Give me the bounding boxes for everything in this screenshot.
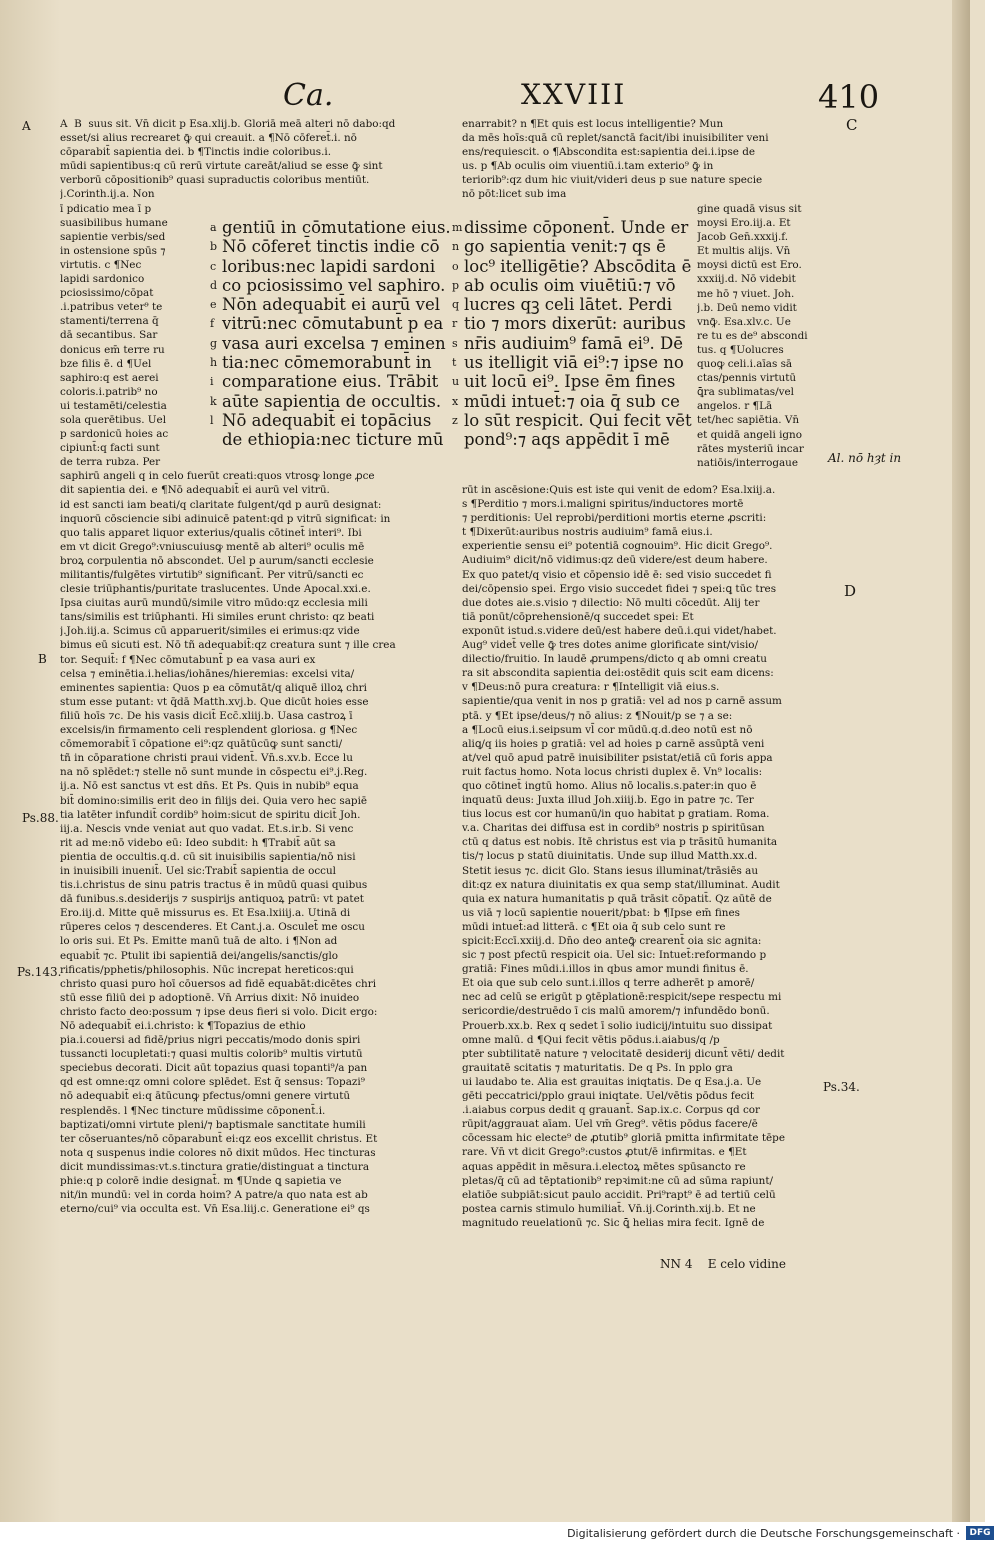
funding-credit: Digitalisierung gefördert durch die Deutsche Forschungsgemeinschaft ·	[567, 1527, 960, 1540]
margin-section-letter-a: A	[22, 119, 31, 133]
main-text-left-column: gentiū in cōmutatione eius. Nō cōferet̄ tinctis indie cō loribus:nec lapidi sardoni co pciosissimo vel saphiro. Nōn adequabit̄ ei aurū vel vitrū:nec cōmutabunt̄ p ea vasa auri excelsa ⁊ eminen tia:nec cōmemorabunt̄ in comparatione eius. Trābit aūte sapientia de occultis. Nō adequabit̄ ei topācius de ethiopia:nec ticture mū	[222, 218, 451, 450]
left-commentary-column: A B suus sit. Vn̄ dicit p Esa.xlij.b. Gloriā meā alteri nō dabo:qd esset/si alius recrearet ꝙ̄ qui creauit. a ¶Nō cōferet̄.i. nō cōparabit̄ sapientia dei. b ¶Tinctis indie coloribus.i. mūdi sapientibus:q cū rerū virtute careāt/aliud se esse ꝙ̄ sint verborū cōpositionib⁹ quasi supraductis coloribus mentiūt. j.Corinth.ij.a. Non ī pdicatio mea ī p suasibilibus humane sapientie verbis/sed in ostensione spūs ⁊ virtutis. c ¶Nec lapidi sardonico pciosissimo/cōpat .i.patribus veter⁹ te stamenti/terrena q̄ dā secantibus. Sar donicus em̄ terre ru bze filis ē. d ¶Uel saphiro:q est aerei coloris.i.patrib⁹ no ui testamēti/celestia sola querētibus. Uel p sardonicū hoies ac cipiunt̄:q facti sunt de terra rubza. Per saphirū angeli q in celo fuerūt creati:quos vtrosꝙ longe ꝓce dit sapientia dei. e ¶Nō adequabit̄ ei aurū vel vitrū. id est sancti iam beati/q claritate fulgent/qd p aurū designat: inquorū cōsciencie sibi adinuicē patent:qd p vitrū significat: in quo talis apparet liquor exterius/qualis cōtinet̄ interi⁹. Ibi em vt dicit Grego⁹:vniuscuiusꝙ mentē ab alteri⁹ oculis mē broꝝ corpulentia nō abscondet. Uel p aurum/sancti ecclesie militantis/fulgētes virtutib⁹ significant̄. Per vitrū/sancti ec clesie triūphantis/puritate traslucentes. Unde Apocal.xxi.e. Ipsa ciuitas aurū mundū/simile vitro mūdo:qz ecclesia mili tans/similis est triūphanti. Hi similes erunt christo: qz beati j.Joh.iij.a. Scimus cū apparuerit/similes ei erimus:qz vide bimus eū sicuti est. Nō tñ adequabit̄:qz creatura sunt ⁊ ille crea tor. Sequit̄: f ¶Nec cōmutabunt̄ p ea vasa auri ex celsa ⁊ eminētia.i.helias/iohānes/hieremias: excelsi vita/ eminentes sapientia: Quos p ea cōmutāt/q aliquē illoꝝ chri stum esse putant: vt q̄dā Matth.xvj.b. Que dicūt hoies esse filiū hoīs ⁊c. De his vasis dicit̄ Ecc̄.xliij.b. Uasa castroꝝ ī excelsis/in firmamento celi resplendent gloriosa. g ¶Nec cōmemorabit̄ ī cōpatione ei⁹:qz quātūcūꝙ sunt sancti/ tñ in cōparatione christi praui vident̄. Vn̄.s.xv.b. Ecce lu na nō splēdet:⁊ stelle nō sunt munde in cōspectu ei⁹.j.Reg. ij.a. Nō est sanctus vt est dn̄s. Et Ps. Quis in nubib⁹ equa bit̄ domino:similis erit deo in filijs dei. Quia vero hec sapiē tia latēter infundit̄ cordib⁹ hoim:sicut de spiritu dicit̄ Joh. iij.a. Nescis vnde veniat aut quo vadat. Et.s.ir.b. Si venc rit ad me:nō videbo eū: Ideo subdit: h ¶Trabit̄ aūt sa pientia de occultis.q.d. cū sit inuisibilis sapientia/nō nisi in inuisibili inuenit̄. Uel sic:Trabit̄ sapientia de occul tis.i.christus de sinu patris tractus ē in mūdū quasi quibus dā funibus.s.desiderijs ⁊ suspirijs antiquoꝝ patrū: vt patet Ero.iij.d. Mitte quē missurus es. Et Esa.lxiiij.a. Utinā di rūperes celos ⁊ descenderes. Et Cant.j.a. Osculet̄ me oscu lo oris sui. Et Ps. Emitte manū tuā de alto. i ¶Non ad equabit̄ ⁊c. Ptulit ibi sapientiā dei/angelis/sanctis/glo rificatis/pphetis/philosophis. Nūc increpat hereticos:qui christo quasi puro hoī cōuersos ad fidē equabāt:dicētes chri stū esse filiū dei p adoptionē. Vn̄ Arrius dixit: Nō inuideo christo facto deo:possum ⁊ ipse deus fieri si volo. Dicit ergo: Nō adequabit̄ ei.i.christo: k ¶Topazius de ethio pia.i.couersi ad fidē/prius nigri peccatis/modo donis spiri tussancti locupletati:⁊ quasi multis colorib⁹ multis virtutū speciebus decorati. Dicit aūt topazius quasi topanti⁹/a pan qd est omne:qz omni colore splēdet. Est q̄ sensus: Topazi⁹ nō adequabit̄ ei:q ātūcunꝙ pfectus/omni genere virtutū resplendēs. l ¶Nec tincture mūdissime cōponent̄.i. baptizati/omni virtute pleni/⁊ baptismale sanctitate humili ter cōseruantes/nō cōparabunt̄ ei:qz eos excellit christus. Et nota q suspenus indie colores nō dixit mūdos. Hec tincturas dicit mundissimas:vt.s.tinctura gratie/distinguat a tinctura phie:q p colorē indie designat̄. m ¶Unde ꝗ sapietia ve nit/in mundū: vel in corda hoim? A patre/a quo nata est ab eterno/cui⁹ via occulta est. Vn̄ Esa.liij.c. Generatione ei⁹ qs	[60, 118, 396, 1216]
handwritten-margin-note: Al. nō hȝt in	[828, 451, 902, 465]
margin-section-letter-c: C	[846, 116, 858, 134]
margin-reference-ps143: Ps.143.	[17, 965, 62, 979]
chapter-number: XXVIII	[521, 78, 627, 111]
digitization-footer	[0, 1522, 1000, 1546]
margin-reference-ps88: Ps.88.	[22, 811, 59, 825]
right-commentary-narrow-column: gine quadā visus sit moysi Ero.iij.a. Et Jacob Gen̄.xxxij.f. Et multis alijs. Vn̄ moysi dictū est Ero. xxxiij.d. Nō videbit me hō ⁊ viuet. Joh. j.b. Deū nemo vidit vnꝙ̄. Esa.xlv.c. Ue re tu es de⁹ abscondi tus. q ¶Uolucres quoꝙ celi.i.aīas sā ctas/pennis virtutū ꝗ̄ra sublimatas/vel angelos. r ¶Lā tet/hec sapiētia. Vn̄ et quidā angeli igno rātes mysteriū incar natiōis/interrogaue	[697, 203, 808, 469]
dfg-logo: DFG	[966, 1526, 994, 1540]
margin-reference-ps34: Ps.34.	[823, 1080, 860, 1094]
running-title: Ca.	[283, 78, 334, 113]
right-commentary-top: enarrabit? n ¶Et quis est locus intelligentie? Mun da mēs hoīs:quā cū replet/sanctā facit/ibi inuisibiliter veni ens/requiescit. o ¶Abscondita est:sapientia dei.i.ipse de us. p ¶Ab oculis oim viuentiū.i.tam exterio⁹ ꝙ̄ in teriorib⁹:qz dum hic viuit/videri deus p sue nature specie nō pōt:licet sub ima	[462, 118, 769, 201]
right-commentary-lower: rūt in ascēsione:Quis est iste qui venit de edom? Esa.lxiij.a. s ¶Perditio ⁊ mors.i.maligni spiritus/inductores mortē ⁊ perditionis: Uel reprobi/perditioni mortis eterne ꝓscriti: t ¶Dixerūt:auribus nostris audiuim⁹ famā eius.i. experientie sensu ei⁹ potentiā cognouim⁹. Hic dicit Grego⁹. Audiuim⁹ dicit/nō vidimus:qz deū videre/est deum habere. Ex quo patet/q visio et cōpensio idē ē: sed visio succedet fi dei/cōpensio spei. Ergo visio succedet fidei ⁊ spei:ꝗ tūc tres due dotes aie.s.visio ⁊ dilectio: Nō multi cōcedūt. Alij ter tiā ponūt/cōprehensionē/q succedet spei: Et exponūt istud.s.videre deū/est habere deū.i.qui videt/habet. Aug⁹ videt̄ velle ꝙ̄ tres dotes anime glorificate sint/visio/ dilectio/fruitio. In laudē ꝓrumpens/dicto q ab omni creatu ra sit abscondita sapientia dei:ostēdit quis scit eam dicens: v ¶Deus:nō pura creatura: r ¶Intelligit viā eius.s. sapientie/qua venit in nos p gratiā: vel ad nos p carnē assum ptā. y ¶Et ipse/deus/⁊ nō alius: z ¶Nouit/p se ⁊ a se: a ¶Locū eius.i.seipsum vl̄ cor mūdū.q.d.deo notū est nō aliꝗ/q iis hoies p gratiā: vel ad hoies p carnē assūptā veni at/vel quō apud patrē inuisibiliter psistat/etiā cū foris appa ruit factus homo. Nota locus christi duplex ē. Vn⁹ localis: quo cōtinet̄ ingtū homo. Alius nō localis.s.pater:in quo ē inquatū deus: Juxta illud Joh.xiiij.b. Ego in patre ⁊c. Ter tius locus est cor humanū/in quo habitat p gratiam. Roma. v.a. Charitas dei diffusa est in cordib⁹ nostris p spiritūsan ctū q datus est nobis. Itē christus est via p trāsitū humanita tis/⁊ locus p statū diuinitatis. Unde sup illud Matth.xx.d. Stetit iesus ⁊c. dicit Glo. Stans iesus illuminat/trāsiēs au dit:qz ex natura diuinitatis ex qua semp stat/illuminat. Audit quia ex natura humanitatis p quā trāsit cōpatit̄. Qz aūtē de us viā ⁊ locū sapientie nouerit/pbat: b ¶Ipse em̄ fines mūdi intuet̄:ad litterā. c ¶Et oia q̄ sub celo sunt re spicit:Eccī.xxiij.d. Dn̄o deo anteꝙ̄ crearent̄ oia sic agnita: sic ⁊ post pfectū respicit oia. Uel sic: Intuet̄:reformando p gratiā: Fines mūdi.i.illos in qbus amor mundi finitus ē. Et oia que sub celo sunt.i.illos q terre adherēt p amorē/ nec ad celū se erigūt p ꝯtēplationē:respicit/sepe respectu mi sericordie/destruēdo ī cis malū amorem/⁊ infundēdo bonū. Prouerb.xx.b. Rex q sedet ī solio iudicij/intuitu suo dissipat omne malū. d ¶Qui fecit vētis pōdus.i.aiabus/q /p pter subtilitatē nature ⁊ velocitatē desiderij dicunt̄ vēti/ dedit grauitatē scitatis ⁊ maturitatis. De q Ps. In pplo gra ui laudabo te. Alia est grauitas iniqtatis. De q Esa.j.a. Ue gēti peccatrici/pplo graui iniqtate. Uel/vētis pōdus fecit .i.aiabus corpus dedit q grauant̄. Sap.ix.c. Corpus qd cor rūpit/aggrauat aīam. Uel vm̄ Greg⁹. vētis pōdus facere/ē cōcessam hic electe⁹ de ꝓtutib⁹ gloriā pmitta infirmitate tēpe rare. Vn̄ vt dicit Grego⁹:custos ꝓtut/ē infirmitas. e ¶Et aquas appēdit in mēsura.i.electoꝝ mētes spūsancto re pletas/q̄ cū ad tēptationib⁹ repꝛimit:ne cū ad sūma rapiunt/ elatiōe subpiāt:sicut paulo accidit. Pri⁹rapt⁹ ē ad tertiū celū postea carnis stimulo humiliat̄. Vn̄.ij.Corinth.xij.b. Et ne magnitudo reuelationū ⁊c. Sic ꝗ̄ helias mira fecit. Ignē de	[462, 484, 785, 1229]
page-gutter-shadow	[0, 0, 60, 1522]
main-text-right-column: dissime cōponent̄. Unde er go sapientia venit:⁊ qs ē loc⁹ itelligētie? Abscōdita ē ab oculis oim viuētiū:⁊ vō lucres qꝫ celi lātet. Perdi tio ⁊ mors dixerūt: auribus nr̄is audiuim⁹ famā ei⁹. Dē us itelligit viā ei⁹:⁊ ipse no uit locū ei⁹. Ipse ēm fines mūdi intuet̄:⁊ oia q̄ sub ce lo sūt respicit. Qui fecit vēt pond⁹:⁊ aqs appēdit ī mē	[464, 218, 692, 450]
main-text-line-letters-left: a b c d e f g h i k l	[210, 221, 218, 427]
page-number: 410	[818, 78, 880, 116]
main-text-line-letters-right: m n o p q r s t u x z	[452, 221, 463, 427]
margin-section-letter-b: B	[38, 652, 47, 666]
signature-catchword: NN 4 E celo vidine	[660, 1257, 786, 1271]
margin-section-letter-d: D	[844, 582, 857, 600]
page-fore-edge	[952, 0, 970, 1522]
